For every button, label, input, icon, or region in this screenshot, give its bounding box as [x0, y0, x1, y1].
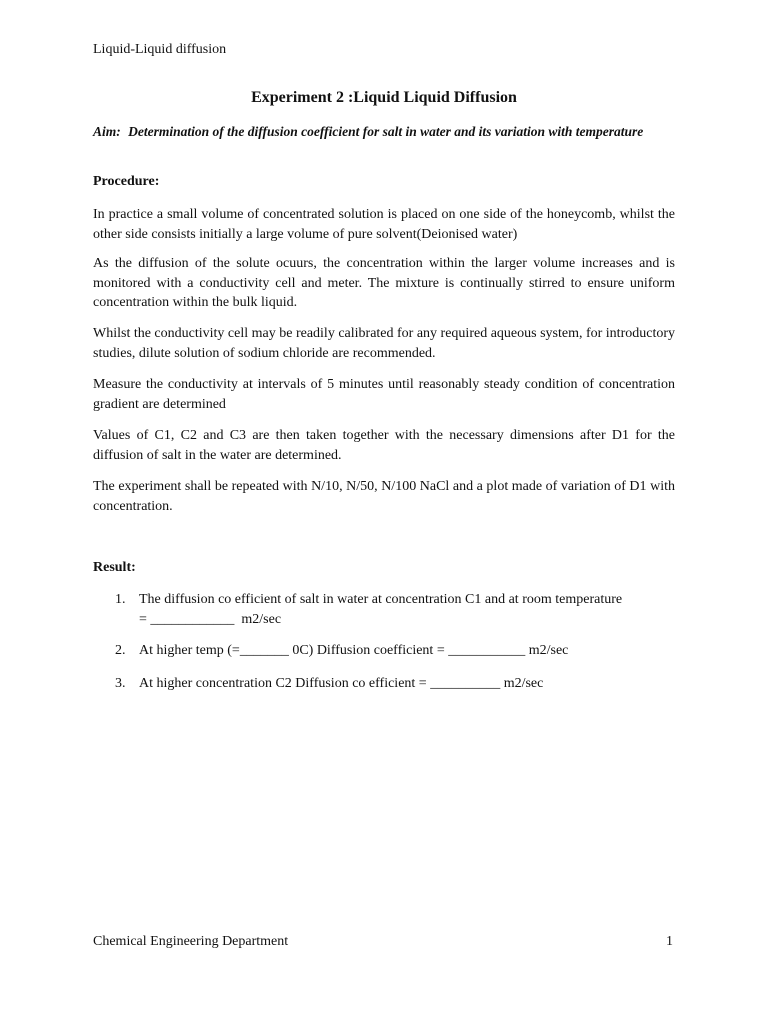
result-item-number: 1.	[115, 592, 126, 607]
result-heading: Result:	[93, 560, 136, 575]
result-item-text: At higher temp (=_______ 0C) Diffusion coefficient = ___________ m2/sec	[139, 643, 569, 658]
procedure-paragraph-5: Values of C1, C2 and C3 are then taken together with the necessary dimensions after D1 for the diffusion of salt in the water are determined.	[93, 428, 675, 463]
procedure-paragraph-1: In practice a small volume of concentrated solution is placed on one side of the honeycomb, whilst the other side consists initially a large volume of pure solvent(Deionised water)	[93, 207, 675, 242]
aim-label: Aim:	[93, 124, 121, 139]
result-item-number: 2.	[115, 643, 126, 658]
procedure-heading: Procedure:	[93, 174, 160, 189]
result-item-text	[139, 590, 675, 630]
aim-statement	[93, 122, 673, 142]
result-item-line: = ____________ m2/sec	[139, 612, 282, 627]
procedure-paragraph-3: Whilst the conductivity cell may be readily calibrated for any required aqueous system, for introductory studies, dilute solution of sodium chloride are recommended.	[93, 326, 675, 361]
procedure-paragraph-2: As the diffusion of the solute ocuurs, the concentration within the larger volume increases and is monitored with a conductivity cell and meter. The mixture is continually stirred to ensure uniform concentration within the bulk liquid.	[93, 256, 675, 310]
result-item-3	[93, 674, 675, 694]
running-header: Liquid-Liquid diffusion	[93, 42, 227, 57]
result-item-number: 3.	[115, 676, 126, 691]
procedure-paragraph-6: The experiment shall be repeated with N/10, N/50, N/100 NaCl and a plot made of variation of D1 with concentration.	[93, 479, 675, 514]
experiment-title: Experiment 2 :Liquid Liquid Diffusion	[251, 89, 517, 106]
footer-department: Chemical Engineering Department	[93, 934, 289, 949]
result-item-line: The diffusion co efficient of salt in water at concentration C1 and at room temperature	[139, 592, 623, 607]
procedure-paragraph-4: Measure the conductivity at intervals of 5 minutes until reasonably steady condition of concentration gradient are determined	[93, 377, 675, 412]
result-item-1	[93, 590, 675, 630]
footer-page-number: 1	[666, 934, 673, 949]
result-item-text: At higher concentration C2 Diffusion co efficient = __________ m2/sec	[139, 676, 544, 691]
result-item-2	[93, 641, 675, 661]
aim-text: Determination of the diffusion coefficient for salt in water and its variation with temperature	[128, 124, 644, 139]
